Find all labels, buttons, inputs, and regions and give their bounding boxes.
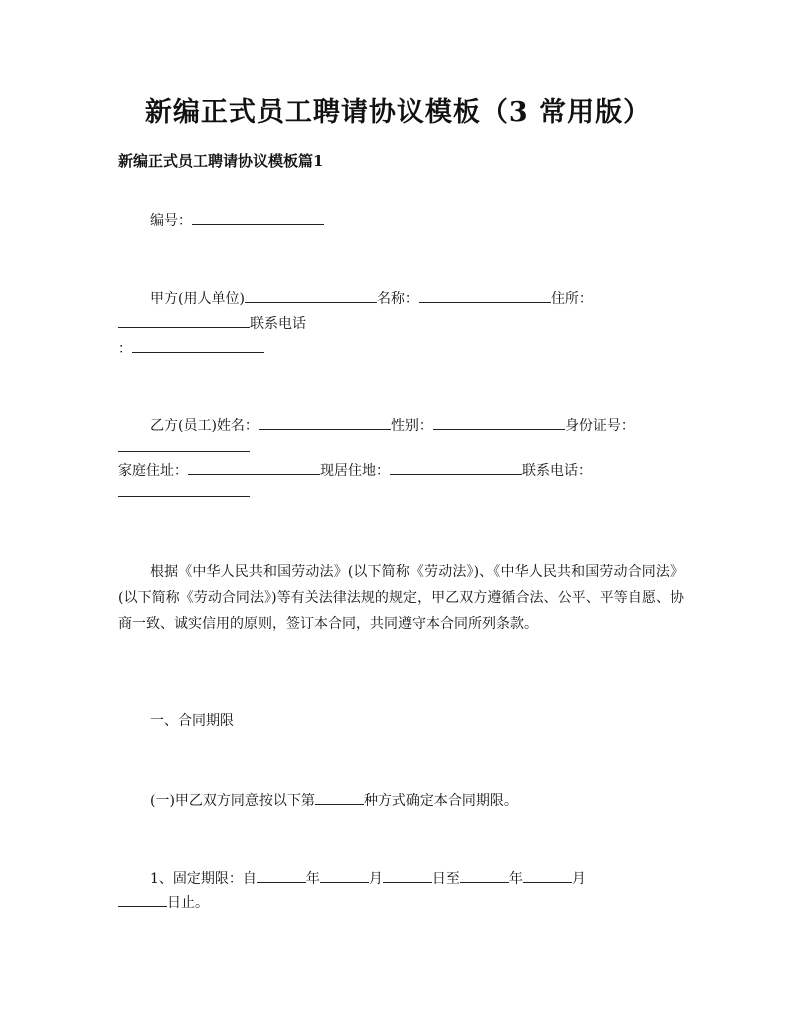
contract-number-blank (192, 210, 324, 225)
party-a-phone-colon: ： (118, 341, 132, 357)
party-b-name-blank (259, 415, 391, 430)
party-b-gender-blank (433, 415, 565, 430)
party-b-name-label: 乙方(员工)姓名： (150, 418, 259, 434)
party-a-phone-blank (132, 338, 264, 353)
fixed-term-month-label: 月 (368, 871, 383, 887)
fixed-term-line-1 (150, 868, 586, 889)
fixed-term-start-month-blank (320, 868, 369, 883)
party-a-blank (245, 288, 377, 303)
page-title: 新编正式员工聘请协议模板（3 常用版） (144, 97, 652, 128)
clause-one-blank (315, 790, 364, 805)
party-b-gender-label: 性别： (390, 418, 433, 434)
party-b-home-label: 家庭住址： (118, 463, 188, 479)
fixed-term-line-2 (118, 892, 209, 913)
fixed-term-prefix: 1、固定期限：自 (150, 871, 257, 887)
party-a-name-blank (419, 288, 551, 303)
party-a-label: 甲方(用人单位) (150, 291, 245, 307)
party-a-address-label: 住所： (550, 291, 593, 307)
party-a-phone-label: 联系电话 (250, 316, 306, 332)
fixed-term-day-to-label: 日至 (431, 871, 460, 887)
party-b-phone-label: 联系电话： (522, 463, 592, 479)
basis-paragraph: 根据《中华人民共和国劳动法》(以下简称《劳动法》)、《中华人民共和国劳动合同法》(以下简称《劳动合同法》)等有关法律法规的规定，甲乙双方遵循合法、公平、平等自愿、协商一致、诚实信用的原则，签订本合同，共同遵守本合同所列条款。 (118, 564, 684, 632)
fixed-term-end-year-blank (460, 868, 509, 883)
party-a-line-1 (150, 288, 593, 309)
contract-number-line (150, 210, 324, 231)
party-b-current-label: 现居住地： (320, 463, 390, 479)
contract-number-label: 编号： (150, 213, 192, 229)
party-b-line-4 (118, 482, 250, 503)
party-a-address-blank (118, 313, 250, 328)
fixed-term-end-day-blank (118, 892, 167, 907)
party-b-id-label: 身份证号： (564, 418, 635, 434)
fixed-term-start-day-blank (383, 868, 432, 883)
party-a-line-2 (118, 313, 306, 334)
party-a-line-3 (118, 338, 264, 359)
clause-one-prefix: (一)甲乙双方同意按以下第 (150, 793, 315, 809)
party-b-line-3 (118, 460, 592, 481)
fixed-term-end-month-blank (523, 868, 572, 883)
party-b-home-blank (188, 460, 320, 475)
party-a-name-label: 名称： (376, 291, 419, 307)
clause-one-line (150, 790, 518, 811)
fixed-term-year-label: 年 (305, 871, 320, 887)
section-title: 新编正式员工聘请协议模板篇1 (118, 152, 324, 170)
clause-one-suffix: 种方式确定本合同期限。 (363, 793, 518, 809)
fixed-term-year2-label: 年 (508, 871, 523, 887)
fixed-term-month2-label: 月 (571, 871, 586, 887)
party-b-id-blank (118, 437, 250, 452)
fixed-term-end-label: 日止。 (167, 895, 209, 911)
party-b-line-1 (150, 415, 635, 436)
party-b-current-blank (390, 460, 522, 475)
party-b-phone-blank (118, 482, 250, 497)
section-one-heading: 一、合同期限 (150, 713, 234, 729)
party-b-line-2 (118, 437, 250, 458)
fixed-term-start-year-blank (257, 868, 306, 883)
